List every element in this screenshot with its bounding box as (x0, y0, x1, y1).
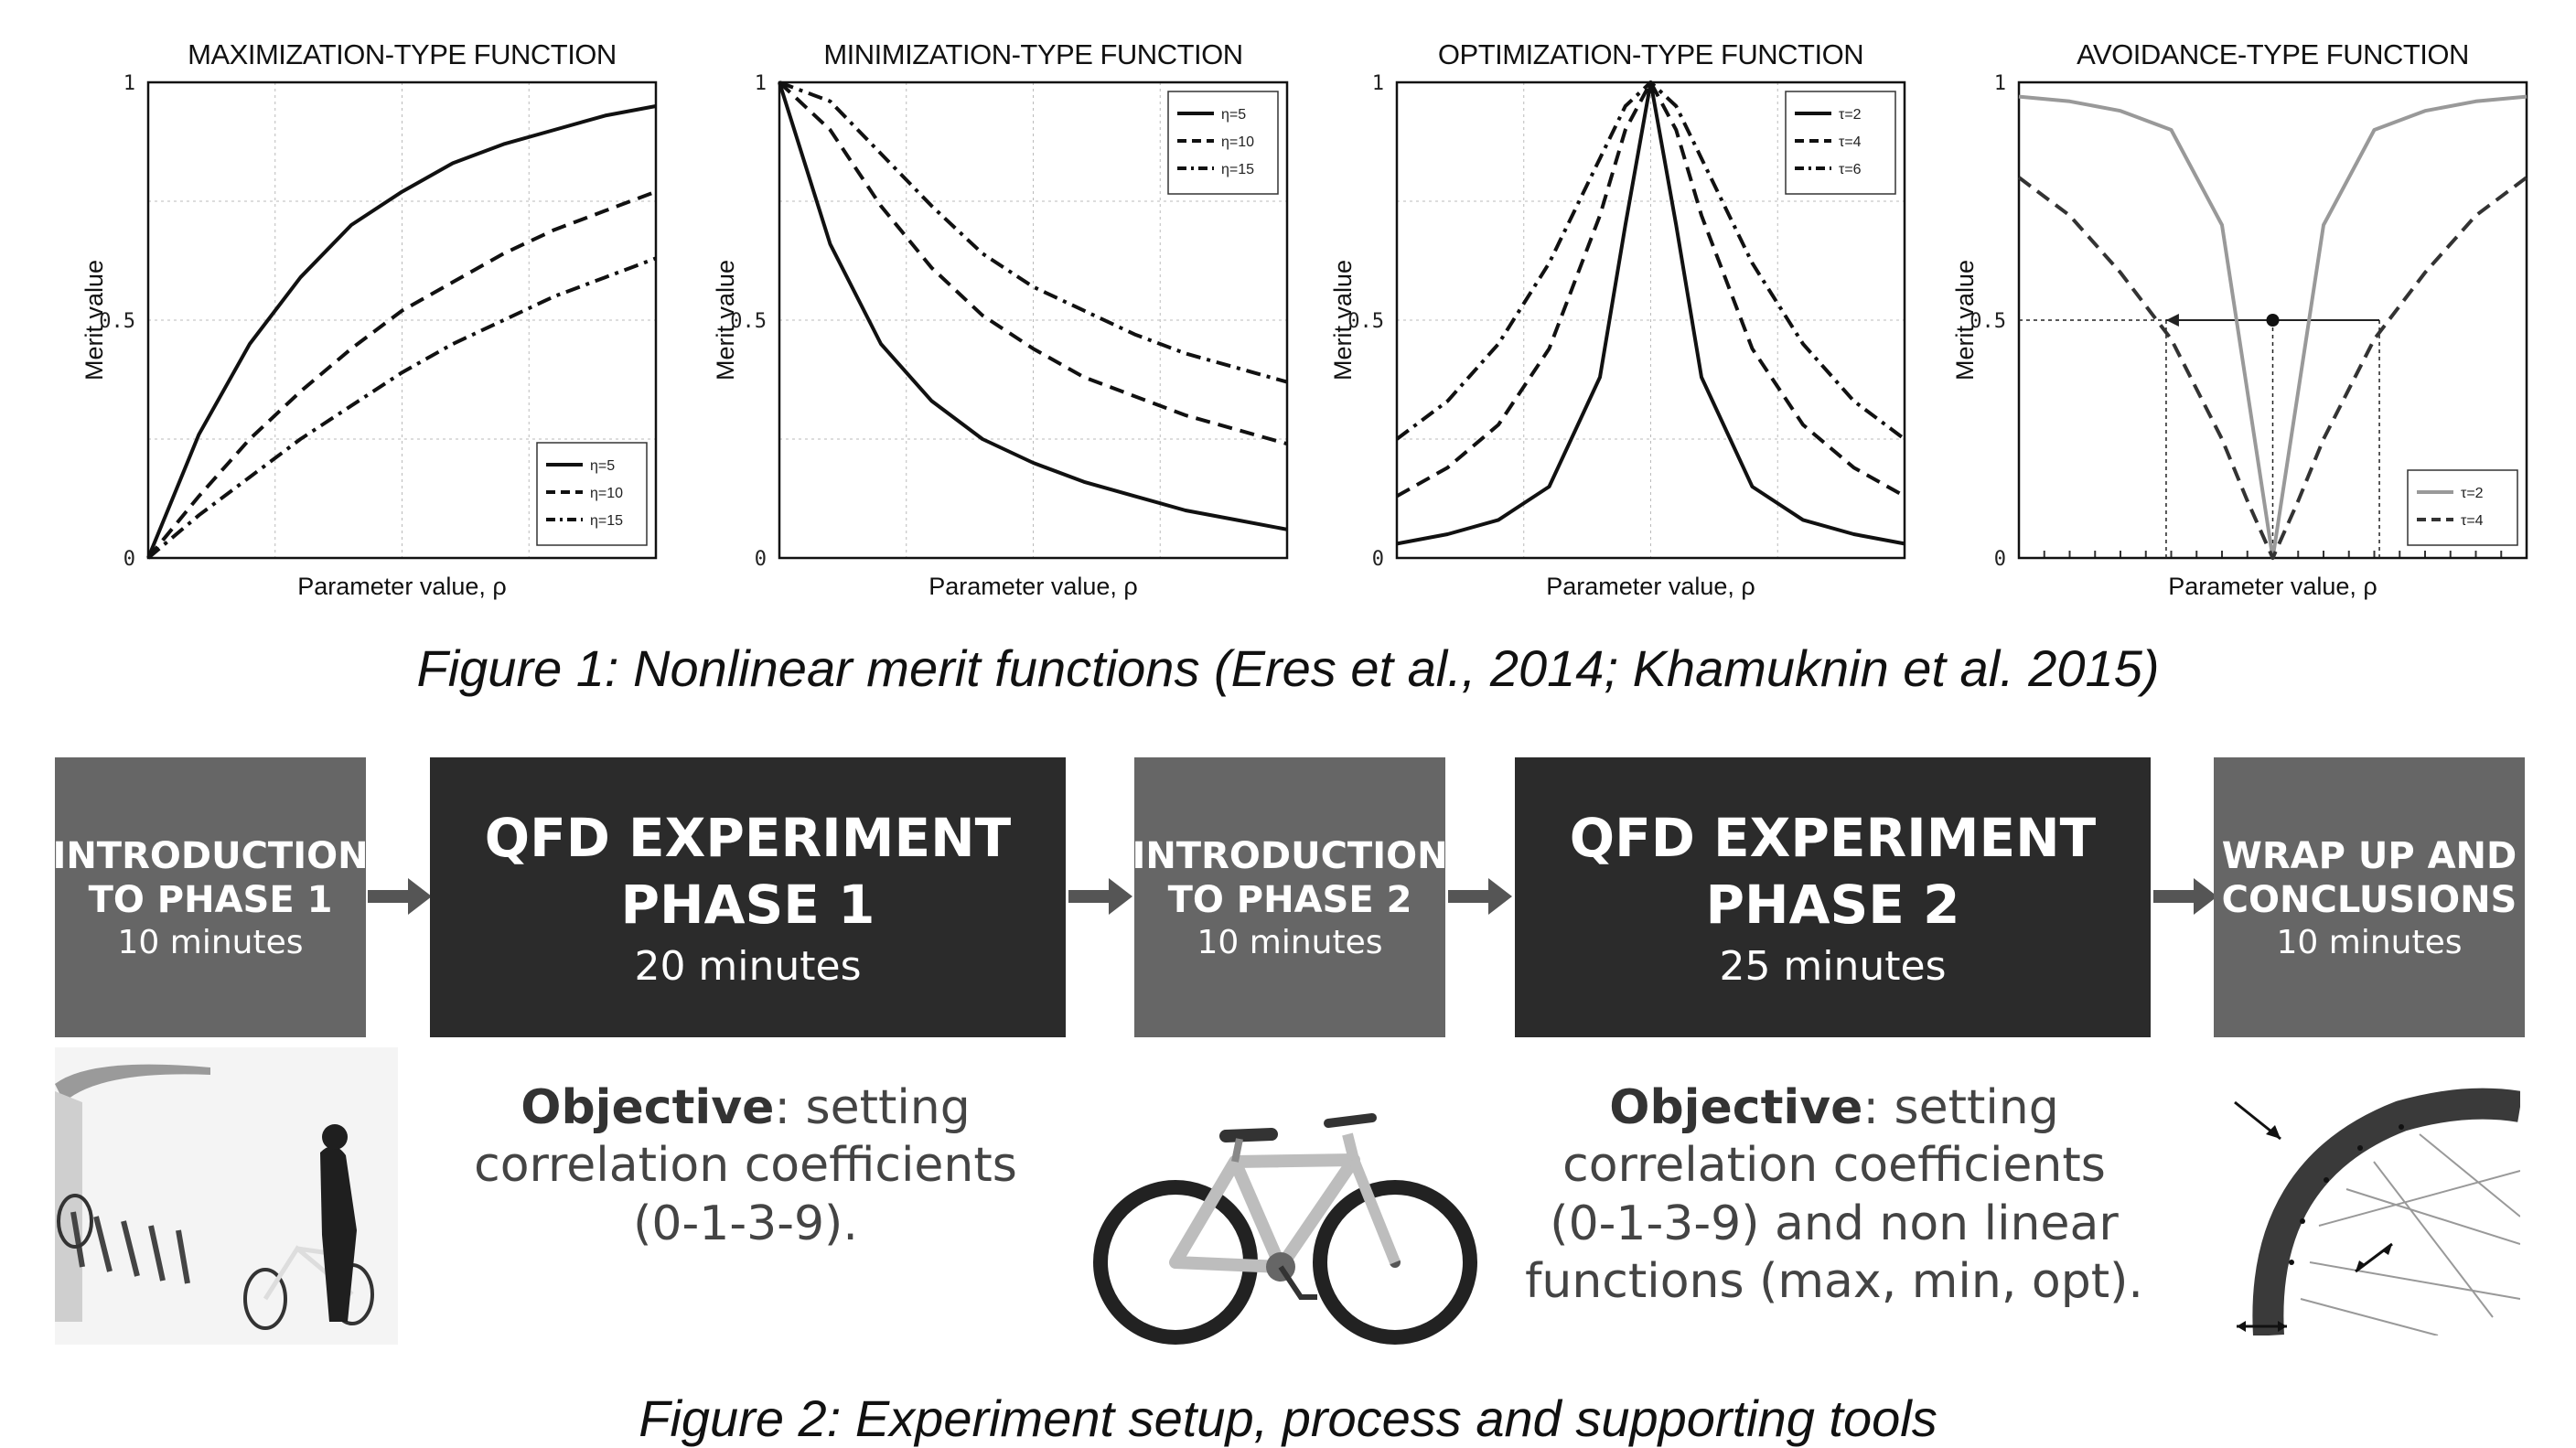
optimization-chart-svg (1313, 27, 1921, 604)
objective-phase-1 (412, 1079, 1079, 1253)
phase-duration: 25 minutes (1719, 943, 1947, 990)
chart-legend (1168, 91, 1278, 194)
chart-optimization (1313, 27, 1921, 604)
objective-key: Objective (521, 1080, 775, 1135)
legend-label: η=15 (590, 513, 624, 529)
y-tick-label: 1 (123, 72, 135, 95)
chart-legend (2408, 470, 2517, 545)
x-axis-label: Parameter value, ρ (1546, 573, 1755, 600)
x-axis-label: Parameter value, ρ (928, 573, 1138, 600)
chart-title: AVOIDANCE-TYPE FUNCTION (2077, 38, 2469, 70)
y-tick-label: 0 (1371, 548, 1384, 571)
phase-intro-2 (1132, 757, 1448, 1037)
legend-label: η=10 (590, 486, 624, 501)
chart-legend (1786, 91, 1895, 194)
x-axis-label: Parameter value, ρ (2168, 573, 2377, 600)
phase-experiment-1 (430, 757, 1066, 1037)
chart-maximization (64, 27, 672, 604)
legend-box (2408, 470, 2517, 545)
bicycle-side-view-image (1089, 1052, 1482, 1354)
phase-wrap-up (2214, 757, 2525, 1037)
y-axis-label: Merit value (712, 259, 739, 381)
phase-title: INTRODUCTION TO PHASE 1 (52, 834, 369, 921)
bicycle-wheel-rim-image (2218, 1061, 2520, 1335)
arrow-right-icon (1448, 878, 1512, 915)
legend-label: η=5 (1221, 107, 1247, 123)
figure1-caption: Figure 1: Nonlinear merit functions (Eres et al., 2014; Khamuknin et al. 2015) (416, 639, 2160, 697)
phase-duration: 10 minutes (1197, 923, 1383, 961)
legend-label: η=15 (1221, 162, 1255, 177)
phase-duration: 10 minutes (117, 923, 304, 961)
chart-title: OPTIMIZATION-TYPE FUNCTION (1437, 38, 1864, 70)
phase-duration: 20 minutes (634, 943, 862, 990)
objective-key: Objective (1609, 1080, 1863, 1135)
y-axis-label: Merit value (80, 259, 108, 381)
phase-title: QFD EXPERIMENT PHASE 1 (484, 807, 1012, 936)
legend-label: τ=4 (2461, 513, 2484, 529)
legend-label: τ=2 (1839, 107, 1862, 123)
annotation-arrowhead (2166, 314, 2179, 327)
y-tick-label: 0 (123, 548, 135, 571)
phase-duration: 10 minutes (2276, 923, 2463, 961)
minimization-chart-svg (695, 27, 1304, 604)
objective-text: : setting correlation coefficients (0-1-3-9). (474, 1080, 1017, 1251)
y-tick-label: 1 (754, 72, 767, 95)
legend-label: τ=6 (1839, 162, 1862, 177)
y-axis-label: Merit value (1329, 259, 1357, 381)
arrow-right-icon (1068, 878, 1132, 915)
phase-experiment-2 (1515, 757, 2151, 1037)
y-axis-label: Merit value (1951, 259, 1979, 381)
annotation-point (2267, 314, 2280, 327)
y-tick-label: 0.5 (99, 310, 135, 333)
chart-legend (537, 443, 647, 545)
figure2-caption: Figure 2: Experiment setup, process and supporting tools (639, 1389, 1937, 1447)
y-tick-label: 0 (1993, 548, 2006, 571)
phase-title: INTRODUCTION TO PHASE 2 (1132, 834, 1448, 921)
chart-minimization (695, 27, 1304, 604)
y-tick-label: 0.5 (1347, 310, 1384, 333)
y-tick-label: 1 (1371, 72, 1384, 95)
legend-label: η=5 (590, 458, 616, 474)
maximization-chart-svg (64, 27, 672, 604)
legend-label: η=10 (1221, 134, 1255, 150)
chart-avoidance (1935, 27, 2543, 604)
y-tick-label: 1 (1993, 72, 2006, 95)
chart-title: MAXIMIZATION-TYPE FUNCTION (188, 38, 617, 70)
phase-title: WRAP UP AND CONCLUSIONS (2221, 834, 2517, 921)
phase-title: QFD EXPERIMENT PHASE 2 (1569, 807, 2097, 936)
x-axis-label: Parameter value, ρ (297, 573, 507, 600)
y-tick-label: 0 (754, 548, 767, 571)
avoidance-chart-svg (1935, 27, 2543, 604)
chart-title: MINIMIZATION-TYPE FUNCTION (823, 38, 1243, 70)
legend-label: τ=4 (1839, 134, 1862, 150)
arrow-right-icon (368, 878, 432, 915)
legend-label: τ=2 (2461, 486, 2484, 501)
y-tick-label: 0.5 (730, 310, 767, 333)
objective-text: : setting correlation coefficients (0-1-3-9) and non linear functions (max, min, opt). (1525, 1080, 2143, 1310)
y-tick-label: 0.5 (1970, 310, 2006, 333)
arrow-right-icon (2153, 878, 2217, 915)
objective-phase-2 (1491, 1079, 2177, 1312)
phase-intro-1 (52, 757, 369, 1037)
bike-sharing-station-image (55, 1047, 398, 1345)
